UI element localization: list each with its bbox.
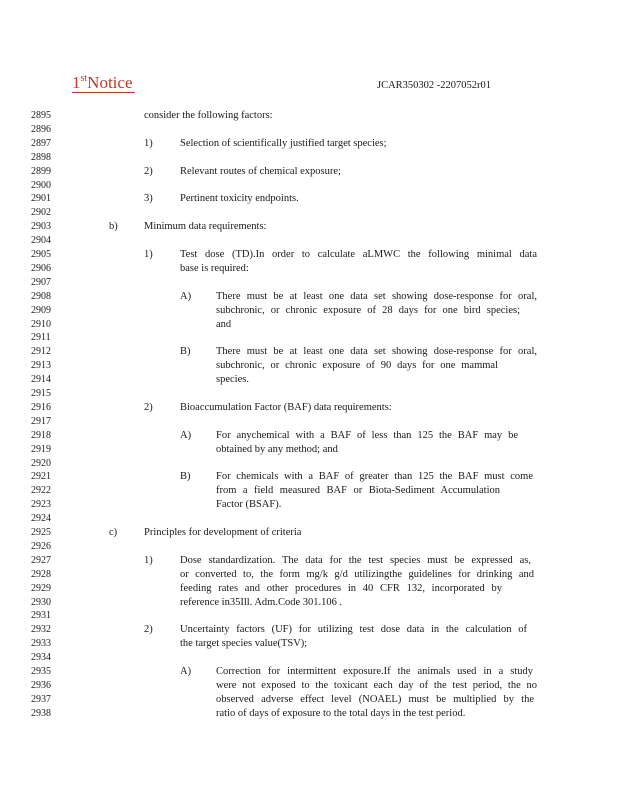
line-number: 2924: [31, 513, 51, 524]
notice-number: 1: [72, 73, 81, 92]
line-number: 2910: [31, 319, 51, 330]
paragraph-line: Bioaccumulation Factor (BAF) data requirements:: [180, 402, 392, 413]
section-marker: c): [109, 527, 118, 538]
line-number: 2904: [31, 235, 51, 246]
notice-word: Notice: [87, 73, 133, 92]
factor-item: Selection of scientifically justified target species;: [180, 138, 387, 149]
intro-text: consider the following factors:: [144, 110, 273, 121]
paragraph-line: There must be at least one data set showing dose-response for oral,: [216, 291, 537, 302]
line-number: 2900: [31, 180, 51, 191]
paragraph-line: species.: [216, 374, 249, 385]
line-number: 2908: [31, 291, 51, 302]
factor-item: Pertinent toxicity endpoints.: [180, 193, 299, 204]
line-number: 2935: [31, 666, 51, 677]
paragraph-line: Test dose (TD).In order to calculate aLMWC the following minimal data: [180, 249, 537, 260]
paragraph-line: Correction for intermittent exposure.If the animals used in a study: [216, 666, 533, 677]
list-marker: 2): [144, 166, 153, 177]
factor-item: Relevant routes of chemical exposure;: [180, 166, 341, 177]
line-number: 2907: [31, 277, 51, 288]
list-marker: 2): [144, 402, 153, 413]
line-number: 2919: [31, 444, 51, 455]
line-number: 2937: [31, 694, 51, 705]
section-marker: b): [109, 221, 118, 232]
document-id: JCAR350302 -2207052r01: [377, 80, 492, 91]
paragraph-line: or converted to, the form mg/k g/d utilizingthe guidelines for drinking and: [180, 569, 534, 580]
paragraph-line: were not exposed to the toxicant each day of the test period, the no: [216, 680, 537, 691]
list-marker: B): [180, 471, 191, 482]
line-number: 2929: [31, 583, 51, 594]
line-number: 2922: [31, 485, 51, 496]
list-marker: A): [180, 291, 192, 302]
paragraph-line: For chemicals with a BAF of greater than 125 the BAF must come: [216, 471, 533, 482]
paragraph-line: For anychemical with a BAF of less than 125 the BAF may be: [216, 430, 518, 441]
line-number: 2927: [31, 555, 51, 566]
line-number: 2902: [31, 207, 51, 218]
line-number: 2895: [31, 110, 51, 121]
paragraph-line: base is required:: [180, 263, 249, 274]
line-number: 2909: [31, 305, 51, 316]
list-marker: 1): [144, 249, 153, 260]
line-number: 2899: [31, 166, 51, 177]
paragraph-line: Factor (BSAF).: [216, 499, 282, 510]
line-number: 2921: [31, 471, 51, 482]
paragraph-line: observed adverse effect level (NOAEL) must be multiplied by the: [216, 694, 534, 705]
line-number: 2933: [31, 638, 51, 649]
line-number: 2896: [31, 124, 51, 135]
paragraph-line: There must be at least one data set showing dose-response for oral,: [216, 346, 537, 357]
paragraph-line: from a field measured BAF or Biota-Sediment Accumulation: [216, 485, 500, 496]
list-marker: 3): [144, 193, 153, 204]
list-marker: 2): [144, 624, 153, 635]
paragraph-line: obtained by any method; and: [216, 444, 338, 455]
line-number: 2905: [31, 249, 51, 260]
notice-suffix: st: [80, 73, 88, 84]
line-number: 2903: [31, 221, 51, 232]
line-number: 2913: [31, 360, 51, 371]
paragraph-line: Dose standardization. The data for the test species must be expressed as,: [180, 555, 531, 566]
list-marker: B): [180, 346, 191, 357]
paragraph-line: the target species value(TSV);: [180, 638, 308, 649]
list-marker: 1): [144, 138, 153, 149]
line-number: 2915: [31, 388, 51, 399]
line-number: 2925: [31, 527, 51, 538]
list-marker: A): [180, 430, 192, 441]
line-number: 2926: [31, 541, 51, 552]
notice-label: [72, 74, 135, 93]
line-number: 2912: [31, 346, 51, 357]
line-number: 2917: [31, 416, 51, 427]
list-marker: 1): [144, 555, 153, 566]
line-number: 2920: [31, 458, 51, 469]
section-title: Principles for development of criteria: [144, 527, 302, 538]
line-number: 2916: [31, 402, 51, 413]
line-number: 2901: [31, 193, 51, 204]
list-marker: A): [180, 666, 192, 677]
section-title: Minimum data requirements:: [144, 221, 267, 232]
line-number: 2931: [31, 610, 51, 621]
line-number: 2918: [31, 430, 51, 441]
line-number: 2914: [31, 374, 51, 385]
line-number: 2928: [31, 569, 51, 580]
line-number: 2897: [31, 138, 51, 149]
paragraph-line: subchronic, or chronic exposure of 28 days for one bird species;: [216, 305, 520, 316]
line-number: 2930: [31, 597, 51, 608]
paragraph-line: and: [216, 319, 232, 330]
paragraph-line: subchronic, or chronic exposure of 90 days for one mammal: [216, 360, 498, 371]
line-number: 2911: [31, 332, 51, 343]
paragraph-line: Uncertainty factors (UF) for utilizing test dose data in the calculation of: [180, 624, 527, 635]
line-number: 2923: [31, 499, 51, 510]
paragraph-line: ratio of days of exposure to the total days in the test period.: [216, 708, 466, 719]
paragraph-line: reference in35Ill. Adm.Code 301.106 .: [180, 597, 343, 608]
line-number: 2936: [31, 680, 51, 691]
line-number: 2938: [31, 708, 51, 719]
line-number: 2898: [31, 152, 51, 163]
paragraph-line: feeding rates and other procedures in 40 CFR 132, incorporated by: [180, 583, 502, 594]
line-number: 2906: [31, 263, 51, 274]
line-number: 2932: [31, 624, 51, 635]
line-number: 2934: [31, 652, 51, 663]
